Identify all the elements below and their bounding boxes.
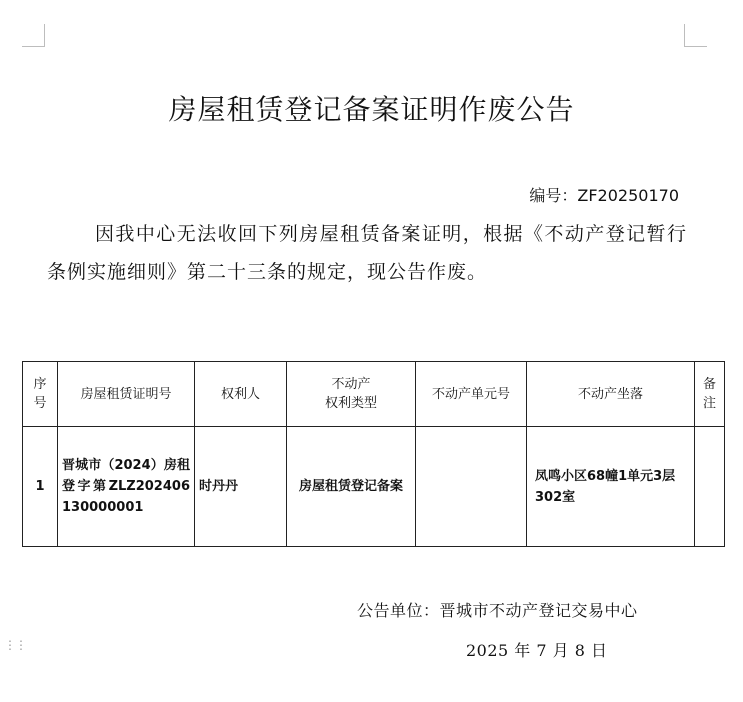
header-right-type: 不动产 权利类型 — [287, 362, 416, 427]
drag-handle-icon[interactable]: ⋮⋮ — [4, 638, 26, 652]
header-unit-no: 不动产单元号 — [416, 362, 527, 427]
table-header-row — [23, 362, 725, 427]
header-index: 序号 — [23, 362, 58, 427]
cell-cert-no: 晋城市（2024）房租登字第ZLZ202406130000001 — [58, 427, 195, 547]
serial-number: 编号：ZF20250170 — [529, 186, 679, 205]
issuing-unit: 公告单位：晋城市不动产登记交易中心 — [357, 601, 638, 620]
notice-paragraph: 因我中心无法收回下列房屋租赁备案证明，根据《不动产登记暂行条例实施细则》第二十三条的规定，现公告作废。 — [47, 223, 687, 283]
margin-corner-top-right — [684, 24, 707, 47]
table-row — [23, 427, 725, 547]
cell-right-type: 房屋租赁登记备案 — [287, 427, 416, 547]
cell-remark — [695, 427, 725, 547]
cell-unit-no — [416, 427, 527, 547]
header-owner: 权利人 — [195, 362, 287, 427]
notice-title: 房屋租赁登记备案证明作废公告 — [168, 93, 575, 126]
header-cert-no: 房屋租赁证明号 — [58, 362, 195, 427]
header-location: 不动产坐落 — [527, 362, 695, 427]
certificate-table — [22, 361, 725, 547]
header-remark: 备注 — [695, 362, 725, 427]
issue-date: 2025 年 7 月 8 日 — [466, 641, 608, 660]
cell-location: 凤鸣小区68幢1单元3层302室 — [527, 427, 695, 547]
cell-index: 1 — [23, 427, 58, 547]
cell-owner: 时丹丹 — [195, 427, 287, 547]
margin-corner-top-left — [22, 24, 45, 47]
